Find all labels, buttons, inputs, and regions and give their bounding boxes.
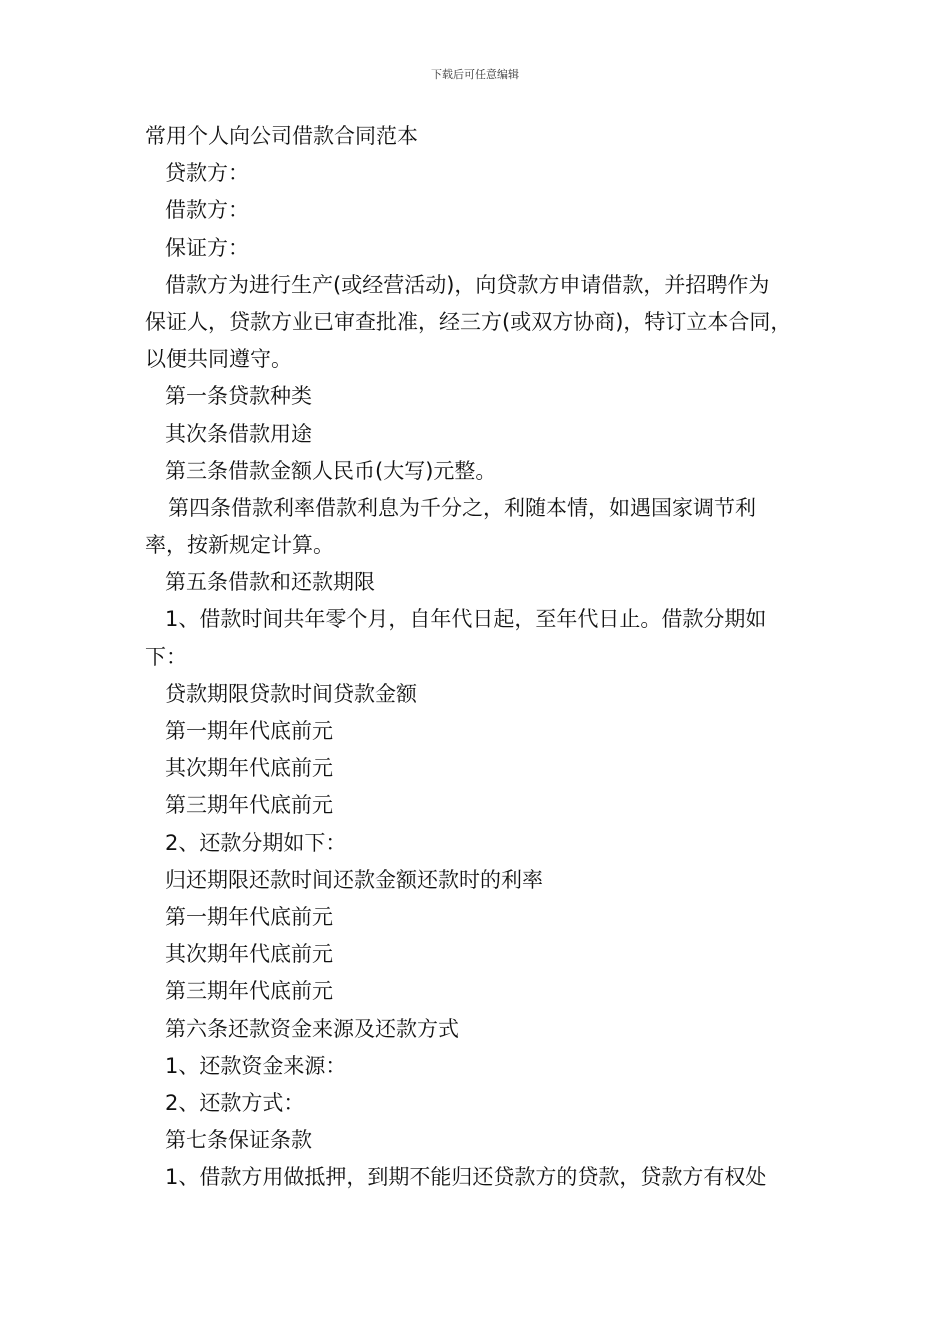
header-note: 下载后可任意编辑: [431, 68, 519, 81]
paragraph-line: 1、借款方用做抵押，到期不能归还贷款方的贷款，贷款方有权处: [165, 1165, 767, 1190]
paragraph-line: 以便共同遵守。: [145, 347, 292, 372]
borrower-line: 借款方：: [165, 198, 249, 223]
paragraph-line: 下：: [145, 644, 187, 669]
list-item: 归还期限还款时间还款金额还款时的利率: [165, 867, 543, 892]
list-item: 1、还款资金来源：: [165, 1053, 347, 1078]
list-item: 2、还款分期如下：: [165, 830, 347, 855]
paragraph-line: 1、借款时间共年零个月，自年代日起，至年代日止。借款分期如: [165, 607, 767, 632]
document-body: [145, 118, 815, 1196]
paragraph-line: 借款方为进行生产(或经营活动)，向贷款方申请借款，并招聘作为: [165, 272, 770, 297]
clause-heading: 第六条还款资金来源及还款方式: [165, 1016, 459, 1041]
guarantor-line: 保证方：: [165, 235, 249, 260]
list-item: 贷款期限贷款时间贷款金额: [165, 681, 417, 706]
paragraph-line: 保证人，贷款方业已审查批准，经三方(或双方协商)，特订立本合同，: [145, 309, 792, 334]
list-item: 第一期年代底前元: [165, 904, 333, 929]
clause-heading: 第三条借款金额人民币(大写)元整。: [165, 458, 497, 483]
clause-heading: 第五条借款和还款期限: [165, 570, 375, 595]
list-item: 第三期年代底前元: [165, 979, 333, 1004]
lender-line: 贷款方：: [165, 161, 249, 186]
clause-heading: 其次条借款用途: [165, 421, 312, 446]
paragraph-line: 第四条借款利率借款利息为千分之，利随本情，如遇国家调节利: [168, 495, 756, 520]
paragraph-line: 率，按新规定计算。: [145, 533, 334, 558]
clause-heading: 第一条贷款种类: [165, 384, 312, 409]
list-item: 2、还款方式：: [165, 1090, 305, 1115]
list-item: 第三期年代底前元: [165, 793, 333, 818]
document-title: 常用个人向公司借款合同范本: [145, 124, 418, 148]
list-item: 其次期年代底前元: [165, 756, 333, 781]
list-item: 其次期年代底前元: [165, 942, 333, 967]
clause-heading: 第七条保证条款: [165, 1128, 312, 1153]
list-item: 第一期年代底前元: [165, 719, 333, 743]
